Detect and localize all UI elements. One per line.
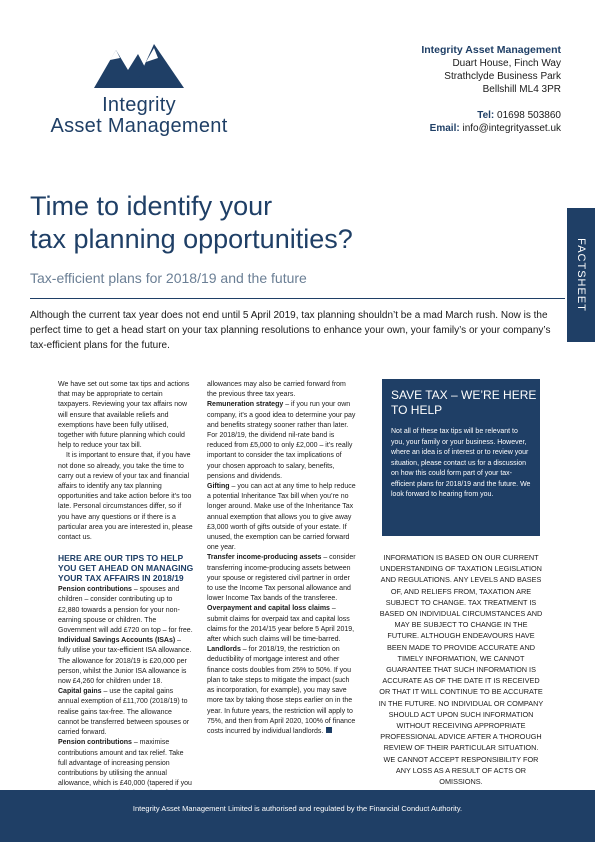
tip-overpayment bbox=[207, 604, 357, 645]
address-line3: Bellshill ML4 3PR bbox=[482, 84, 561, 95]
mountain-peaks-logo-icon bbox=[94, 40, 184, 90]
page-subtitle: Tax-efficient plans for 2018/19 and the future bbox=[30, 270, 307, 286]
tip-heading: Pension contributions bbox=[58, 739, 132, 747]
tip-body: – fully utilise your tax-efficient ISA allowance. The allowance for 2018/19 is £20,000 per person, whilst the Junior ISA allowance is now £4,260 for children under 18. bbox=[58, 637, 192, 686]
tip-heading: Remuneration strategy bbox=[207, 401, 284, 409]
factsheet-side-tab bbox=[567, 208, 595, 342]
callout-body: Not all of these tax tips will be relevant to you, your family or your business. However, where an idea is of interest or to review your situation, please contact us for a discussion on how this could form part of your tax-efficient plans for 2018/19 and the future. We look forward to hearing from you. bbox=[391, 428, 531, 498]
tip-body: – submit claims for overpaid tax and capital loss claims for the 2014/15 year before 5 April 2019, after which such claims will be time-barred. bbox=[207, 605, 355, 644]
article-column-1 bbox=[58, 380, 194, 820]
col1-paragraph-2: It is important to ensure that, if you have not done so already, you take the time to carry out a review of your tax and financial affairs to identify any tax planning opportunities and take action before it’s too late. Personal circumstances differ, so if you have any questions or if there is a particular area you are interested in, please contact us. bbox=[58, 452, 193, 542]
telephone-line bbox=[421, 109, 561, 122]
email-address[interactable]: info@integrityasset.uk bbox=[462, 123, 561, 134]
title-line1: Time to identify your bbox=[30, 191, 273, 221]
tip-gifting bbox=[207, 482, 357, 553]
tip-body: – consider transferring income-producing assets between your spouse or registered civil partner in order to use the Income Tax personal allowance and lower Income Tax bands of the transferee. bbox=[207, 554, 356, 603]
tip-body: – use the capital gains annual exemption of £11,700 (2018/19) to realise gains tax-free. The allowance cannot be transferred between spouses or carried forward. bbox=[58, 688, 190, 737]
callout-heading: SAVE TAX – WE’RE HERE TO HELP bbox=[391, 388, 537, 417]
tip-heading: Gifting bbox=[207, 483, 230, 491]
footer-regulatory-text: Integrity Asset Management Limited is authorised and regulated by the Financial Conduct Authority. bbox=[132, 804, 463, 813]
footer-bar bbox=[0, 790, 595, 842]
tip-capital-gains bbox=[58, 687, 194, 738]
intro-paragraph: Although the current tax year does not end until 5 April 2019, tax planning shouldn’t be a mad March rush. Now is the perfect time to get a head start on your tax planning resolutions to enhance your own, your family’s or your company’s tax-efficient plans for the future. bbox=[30, 310, 551, 351]
email-label: Email: bbox=[429, 123, 460, 134]
tel-number[interactable]: 01698 503860 bbox=[497, 110, 561, 121]
save-tax-callout bbox=[382, 379, 540, 536]
title-divider bbox=[30, 298, 565, 299]
address-line1: Duart House, Finch Way bbox=[452, 58, 561, 69]
address-line2: Strathclyde Business Park bbox=[444, 71, 561, 82]
tip-body: – for 2018/19, the restriction on deductibility of mortgage interest and other finance costs doubles from 25% to 50%. If you plan to take steps to mitigate the impact (such as incorporation, for example), you may save more tax by taking those steps earlier on in the year. In future years, the restriction will apply to 75%, and then from April 2020, 100% of finance costs incurred by individual landlords. bbox=[207, 646, 356, 735]
tip-body: – if you run your own company, it’s a good idea to determine your pay and benefits strategy sooner rather than later. For 2018/19, the dividend nil-rate band is reduced from £5,000 to only £2,000 – it’s really important to consider the tax implications of your chosen approach to salary, benefits, pensions and dividends. bbox=[207, 401, 356, 480]
logo-text-line2: Asset Management bbox=[50, 115, 228, 137]
col2-continuation: allowances may also be carried forward from the previous three tax years. bbox=[207, 381, 346, 399]
title-line2: tax planning opportunities? bbox=[30, 224, 353, 254]
tip-pension-spouses bbox=[58, 585, 194, 636]
tip-body: – spouses and children – consider contributing up to £2,880 towards a pension for your non-earning spouse or children. The Government will add £720 on top – for free. bbox=[58, 586, 193, 635]
tip-heading: Capital gains bbox=[58, 688, 102, 696]
tip-remuneration bbox=[207, 400, 357, 482]
end-square-icon bbox=[326, 727, 332, 733]
tip-heading: Overpayment and capital loss claims bbox=[207, 605, 330, 613]
address-company-name: Integrity Asset Management bbox=[421, 44, 561, 56]
article-column-2 bbox=[207, 380, 357, 737]
disclaimer-text: INFORMATION IS BASED ON OUR CURRENT UNDERSTANDING OF TAXATION LEGISLATION AND REGULATIONS. ANY LEVELS AND BASES OF, AND RELIEFS FROM, TAXATION ARE SUBJECT TO CHANGE. TAX TREATMENT IS BASED ON INDIVIDUAL CIRCUMSTANCES AND MAY BE SUBJECT TO CHANGE IN THE FUTURE. ALTHOUGH ENDEAVOURS HAVE BEEN MADE TO PROVIDE ACCURATE AND TIMELY INFORMATION, WE CANNOT GUARANTEE THAT SUCH INFORMATION IS ACCURATE AS OF THE DATE IT IS RECEIVED OR THAT IT WILL CONTINUE TO BE ACCURATE IN THE FUTURE. NO INDIVIDUAL OR COMPANY SHOULD ACT UPON SUCH INFORMATION WITHOUT RECEIVING APPROPRIATE PROFESSIONAL ADVICE AFTER A THOROUGH REVIEW OF THEIR PARTICULAR SITUATION. WE CANNOT ACCEPT RESPONSIBILITY FOR ANY LOSS AS A RESULT OF ACTS OR OMISSIONS. bbox=[378, 553, 544, 787]
tip-heading: Pension contributions bbox=[58, 586, 132, 594]
page-title bbox=[30, 190, 510, 256]
factsheet-tab-label: FACTSHEET bbox=[575, 238, 587, 312]
tip-landlords bbox=[207, 645, 357, 737]
company-logo bbox=[44, 40, 234, 140]
email-line bbox=[421, 122, 561, 135]
tel-label: Tel: bbox=[477, 110, 495, 121]
col1-paragraph-1: We have set out some tax tips and actions that may be appropriate to certain taxpayers. Reviewing your tax affairs now will ensure that available reliefs and exemptions have been fully utilised, together with future planning which could help to reduce your tax bill. bbox=[58, 381, 190, 450]
logo-text-line1: Integrity bbox=[102, 94, 176, 116]
tip-body: – you can act at any time to help reduce a potential Inheritance Tax bill when you’re no longer around. Make use of the Inheritance Tax annual exemption that allows you to give away £3,000 worth of gifts outside of your estate. If unused, the exemption can be carried forward one year. bbox=[207, 483, 356, 552]
contact-address-block bbox=[421, 44, 561, 135]
tip-transfer-assets bbox=[207, 553, 357, 604]
tips-heading: HERE ARE OUR TIPS TO HELP YOU GET AHEAD ON MANAGING YOUR TAX AFFAIRS IN 2018/19 bbox=[58, 553, 194, 584]
tip-heading: Individual Savings Accounts (ISAs) bbox=[58, 637, 176, 645]
tip-heading: Transfer income-producing assets bbox=[207, 554, 322, 562]
tip-body: – maximise contributions amount and tax relief. Take full advantage of increasing pension contributions by utilising the annual allowance, which is £40,000 (tapered if you bbox=[58, 739, 192, 788]
tip-isa bbox=[58, 636, 194, 687]
tip-heading: Landlords bbox=[207, 646, 241, 654]
